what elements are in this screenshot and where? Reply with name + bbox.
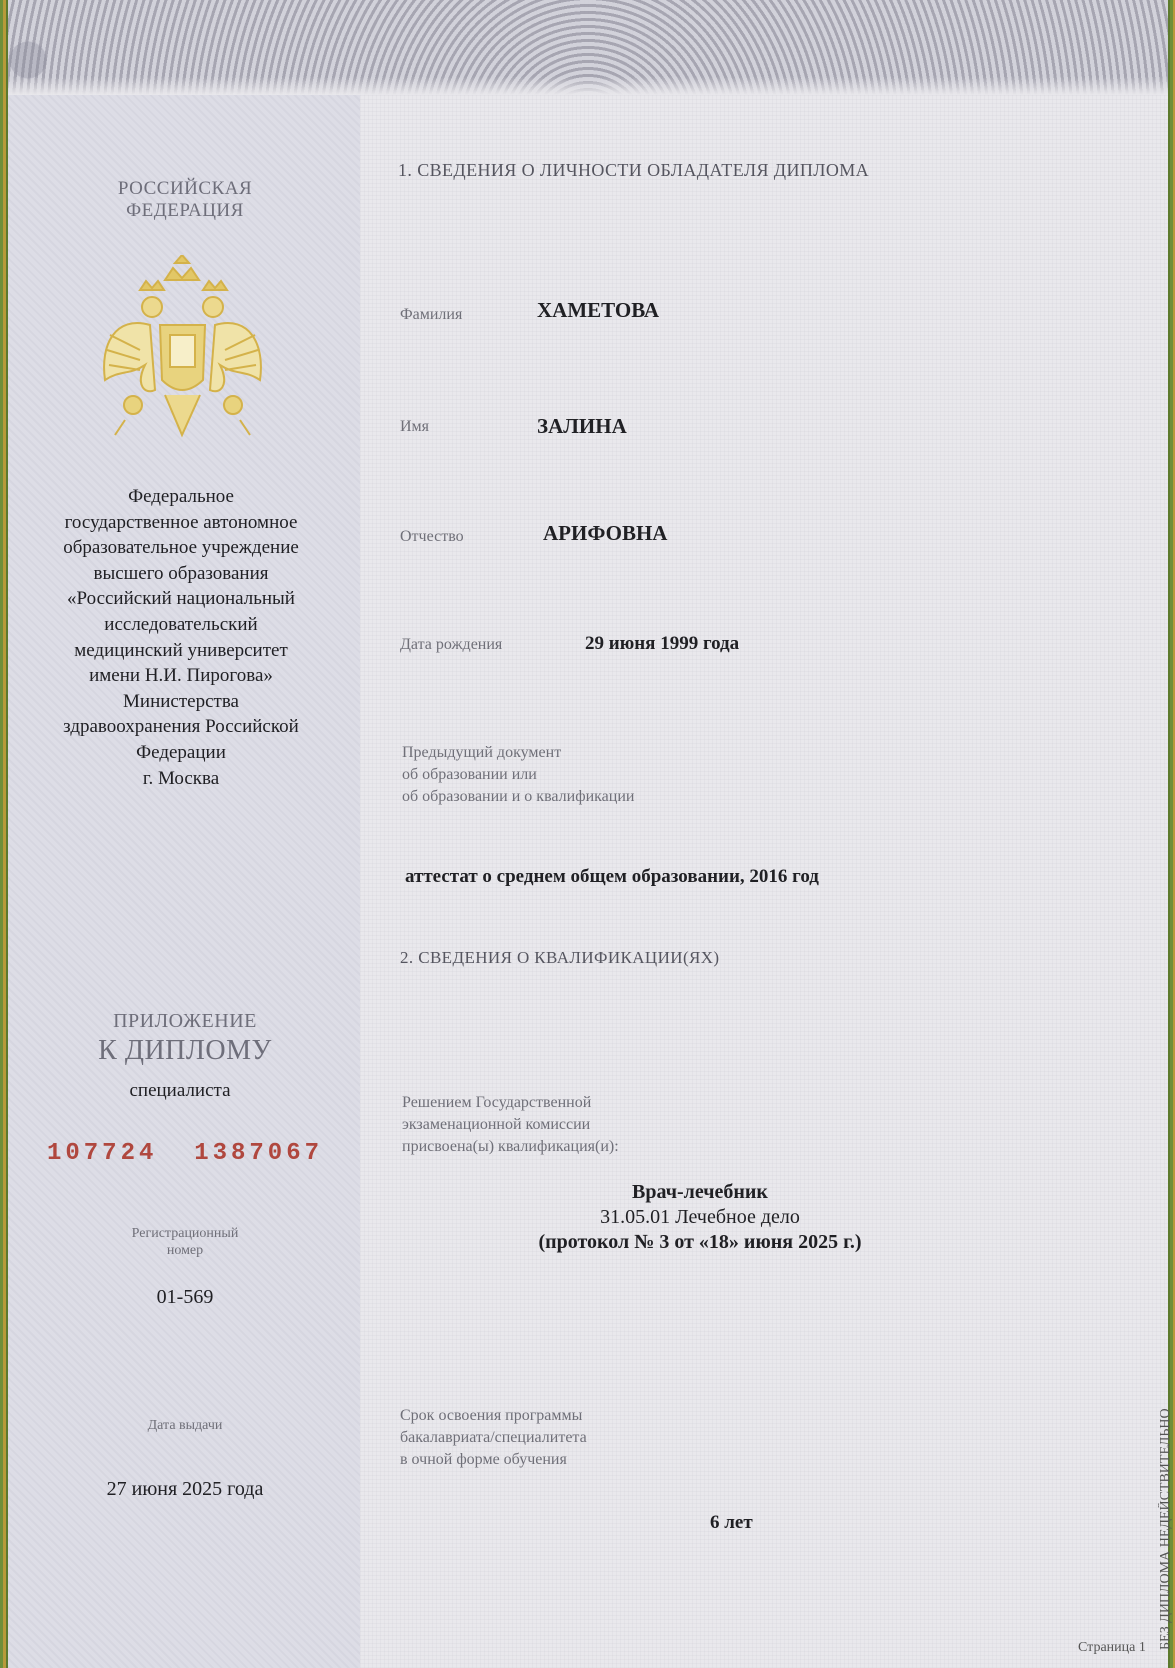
- study-term-label-line: в очной форме обучения: [400, 1451, 567, 1468]
- institution-line: государственное автономное: [64, 511, 298, 533]
- previous-document-value: аттестат о среднем общем образовании, 2016 год: [405, 866, 819, 887]
- study-term-label: [400, 1405, 587, 1471]
- birth-date-value: 29 июня 1999 года: [585, 633, 740, 654]
- institution-line: Федерации: [136, 741, 226, 763]
- coat-of-arms-emblem: [95, 255, 270, 445]
- guilloche-band: [8, 0, 1168, 95]
- previous-document-label: [402, 742, 634, 808]
- patronymic-value: АРИФОВНА: [543, 521, 668, 545]
- registration-label: [100, 1225, 270, 1259]
- commission-decision-line: Решением Государственной: [402, 1094, 592, 1111]
- patronymic-label: Отчество: [400, 528, 464, 545]
- institution-line: высшего образования: [93, 562, 269, 584]
- issue-date-label: Дата выдачи: [147, 1418, 223, 1433]
- specialty-code: 31.05.01 Лечебное дело: [600, 1206, 800, 1228]
- protocol-reference: (протокол № 3 от «18» июня 2025 г.): [538, 1231, 862, 1253]
- commission-decision-line: экзаменационной комиссии: [402, 1116, 591, 1133]
- surname-value: ХАМЕТОВА: [537, 298, 660, 322]
- institution-line: исследовательский: [104, 613, 258, 635]
- previous-document-label-line: Предыдущий документ: [402, 744, 562, 761]
- birth-date-label: Дата рождения: [400, 636, 503, 653]
- qualification-title: Врач-лечебник: [632, 1181, 768, 1203]
- country-name: [95, 178, 275, 222]
- section1-heading: 1. СВЕДЕНИЯ О ЛИЧНОСТИ ОБЛАДАТЕЛЯ ДИПЛОМА: [398, 160, 870, 180]
- institution-line: Федеральное: [128, 486, 234, 507]
- previous-document-label-line: об образовании или: [402, 766, 537, 783]
- study-term-value: 6 лет: [710, 1512, 753, 1533]
- country-line1: РОССИЙСКАЯ: [117, 178, 253, 199]
- institution-line: «Российский национальный: [67, 588, 295, 610]
- institution-line: Министерства: [123, 690, 239, 712]
- side-note-container: [1158, 1310, 1175, 1650]
- institution-line: здравоохранения Российской: [63, 716, 299, 738]
- issue-date: 27 июня 2025 года: [106, 1478, 264, 1500]
- institution-name: [22, 484, 340, 791]
- registration-label-line: Регистрационный: [131, 1226, 239, 1241]
- institution-line: имени Н.И. Пирогова»: [89, 665, 273, 687]
- degree-type: специалиста: [129, 1080, 231, 1101]
- commission-decision-line: присвоена(ы) квалификация(и):: [402, 1138, 619, 1155]
- institution-line: медицинский университет: [74, 639, 288, 661]
- study-term-label-line: бакалавриата/специалитета: [400, 1429, 587, 1446]
- first-name-value: ЗАЛИНА: [537, 414, 627, 438]
- institution-line: г. Москва: [142, 767, 220, 789]
- first-name-label: Имя: [400, 418, 430, 435]
- commission-decision-label: [402, 1092, 619, 1158]
- appendix-line2: К ДИПЛОМУ: [98, 1035, 272, 1066]
- diploma-serial-number: 107724 1387067: [46, 1140, 324, 1167]
- qualification-block: [480, 1180, 920, 1255]
- institution-line: образовательное учреждение: [63, 537, 299, 559]
- appendix-line1: ПРИЛОЖЕНИЕ: [113, 1010, 257, 1032]
- study-term-label-line: Срок освоения программы: [400, 1407, 583, 1424]
- registration-number: 01-569: [156, 1286, 214, 1308]
- registration-label-line: номер: [166, 1243, 204, 1258]
- country-line2: ФЕДЕРАЦИЯ: [126, 200, 244, 221]
- previous-document-label-line: об образовании и о квалификации: [402, 788, 635, 805]
- section2-heading: 2. СВЕДЕНИЯ О КВАЛИФИКАЦИИ(ЯХ): [400, 948, 720, 967]
- page-number: Страница 1: [1078, 1640, 1146, 1655]
- side-note: БЕЗ ДИПЛОМА НЕДЕЙСТВИТЕЛЬНО: [1158, 1408, 1173, 1650]
- surname-label: Фамилия: [400, 306, 463, 323]
